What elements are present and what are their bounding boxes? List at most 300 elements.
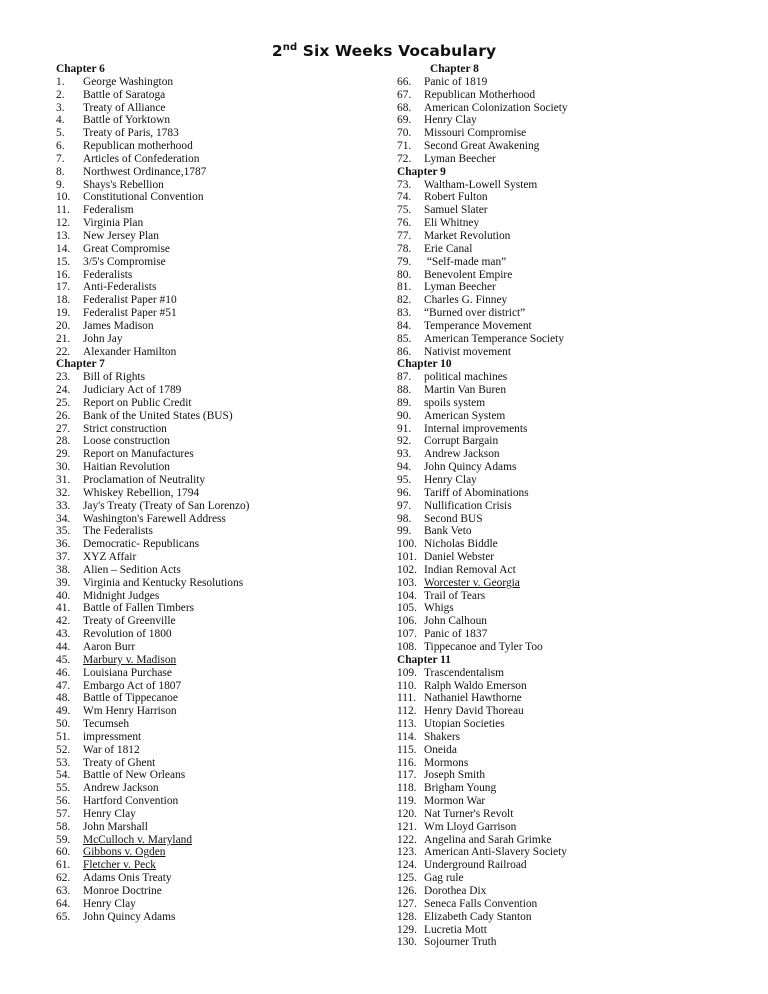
vocab-number: 52. [56,743,71,756]
title-main: 2 [271,42,283,61]
vocab-term: Market Revolution [424,229,511,242]
vocab-term: Nicholas Biddle [424,538,498,551]
vocab-number: 21. [56,332,71,345]
vocab-term: Midnight Judges [83,589,160,602]
vocab-number: 20. [56,319,71,332]
vocab-number: 125. [397,872,417,885]
vocab-term: Report on Manufactures [83,448,194,461]
vocab-item [397,538,727,551]
vocab-item [397,179,727,192]
vocab-term: Alexander Hamilton [83,345,177,358]
vocab-item [397,525,727,538]
title-rest: Six Weeks Vocabulary [297,42,497,61]
vocab-number: 35. [56,525,71,538]
vocab-term: Loose construction [83,435,170,448]
vocab-number: 43. [56,628,71,641]
vocab-item [56,281,386,294]
vocab-item [56,461,386,474]
vocab-number: 10. [56,191,71,204]
vocab-item [397,846,727,859]
vocab-term: Internal improvements [424,422,528,435]
vocab-term: Strict construction [83,422,167,435]
vocab-item [56,538,386,551]
vocab-number: 129. [397,923,417,936]
vocab-term: Alien – Sedition Acts [83,563,181,576]
vocab-term: Ralph Waldo Emerson [424,679,527,692]
vocab-item [56,217,386,230]
vocab-number: 19. [56,307,71,320]
vocab-item [56,410,386,423]
vocab-item [397,705,727,718]
vocab-number: 91. [397,422,412,435]
vocab-number: 90. [397,409,412,422]
vocab-number: 47. [56,679,71,692]
vocab-term: Elizabeth Cady Stanton [424,910,532,923]
vocab-term: Panic of 1837 [424,628,488,641]
vocab-term: Bank Veto [424,525,472,538]
vocab-item [397,680,727,693]
vocab-number: 93. [397,448,412,461]
vocab-number: 111. [397,692,417,705]
vocab-item [56,641,386,654]
vocab-item [56,153,386,166]
vocab-term: Battle of Saratoga [83,88,166,101]
vocab-item [397,936,727,949]
vocab-item [56,834,386,847]
vocab-number: 84. [397,319,412,332]
vocab-item [56,705,386,718]
vocab-item [56,294,386,307]
vocab-number: 5. [56,127,65,140]
vocab-number: 40. [56,589,71,602]
vocab-item [397,795,727,808]
vocab-item [56,166,386,179]
vocab-number: 76. [397,217,412,230]
vocab-term: Mormons [424,756,469,769]
vocab-number: 122. [397,833,417,846]
vocab-item [397,513,727,526]
vocab-item [56,230,386,243]
vocab-number: 15. [56,255,71,268]
vocab-term: Angelina and Sarah Grimke [424,833,552,846]
vocab-term: Wm Lloyd Garrison [424,820,517,833]
vocab-item [56,577,386,590]
vocab-item [56,76,386,89]
vocab-number: 89. [397,396,412,409]
vocab-item [397,153,727,166]
vocab-term: Fletcher v. Peck [83,859,156,872]
vocab-term: Underground Railroad [424,859,527,872]
vocab-term: Virginia Plan [83,217,144,230]
vocab-term: James Madison [83,319,154,332]
vocab-number: 12. [56,217,71,230]
vocab-term: Battle of New Orleans [83,769,186,782]
vocab-number: 79. [397,255,412,268]
vocab-item [397,474,727,487]
vocab-term: Joseph Smith [424,769,486,782]
vocab-item [397,333,727,346]
vocab-term: impressment [83,730,142,743]
vocab-term: Andrew Jackson [424,448,500,461]
vocab-item [397,564,727,577]
vocab-item [397,256,727,269]
vocab-term: Waltham-Lowell System [424,178,538,191]
vocab-number: 116. [397,756,417,769]
vocab-item [56,718,386,731]
vocab-item [397,885,727,898]
vocab-number: 23. [56,371,71,384]
chapter-heading: Chapter 10 [397,358,452,371]
vocab-item [56,590,386,603]
vocab-number: 74. [397,191,412,204]
vocab-item [56,333,386,346]
vocab-term: Hartford Convention [83,795,179,808]
vocab-item [397,500,727,513]
vocab-number: 56. [56,795,71,808]
vocab-item [56,487,386,500]
vocab-number: 55. [56,782,71,795]
vocab-number: 30. [56,461,71,474]
vocab-item [56,615,386,628]
vocab-term: Aaron Burr [83,640,136,653]
vocab-number: 51. [56,730,71,743]
vocab-term: Gag rule [424,872,464,885]
vocab-item [56,898,386,911]
vocab-item [56,769,386,782]
vocab-term: Judiciary Act of 1789 [83,384,182,397]
vocab-item [56,525,386,538]
vocab-item [56,744,386,757]
vocab-item [397,834,727,847]
vocab-item [56,320,386,333]
vocab-term: John Calhoun [424,615,487,628]
vocab-item [397,243,727,256]
vocab-term: Eli Whitney [424,217,480,230]
vocab-number: 113. [397,718,417,731]
vocab-number: 49. [56,705,71,718]
vocab-term: Tariff of Abominations [424,486,529,499]
left-vocabulary-column [56,63,386,924]
vocab-term: Jay's Treaty (Treaty of San Lorenzo) [83,499,250,512]
vocab-number: 64. [56,897,71,910]
vocab-number: 41. [56,602,71,615]
vocab-item [56,782,386,795]
vocab-item [397,731,727,744]
vocab-item [397,89,727,102]
vocab-item [56,474,386,487]
vocab-term: Proclamation of Neutrality [83,474,206,486]
vocab-item [56,114,386,127]
vocab-number: 53. [56,756,71,769]
vocab-term: Worcester v. Georgia [424,576,520,589]
vocab-term: Whiskey Rebellion, 1794 [83,486,200,499]
vocab-number: 13. [56,229,71,242]
vocab-term: Oneida [424,743,457,756]
vocab-item [56,346,386,359]
vocab-number: 98. [397,512,412,525]
vocab-number: 107. [397,628,417,641]
vocab-item [397,448,727,461]
vocab-item [397,859,727,872]
vocab-item [397,757,727,770]
vocab-term: Treaty of Greenville [83,615,176,628]
vocab-term: Nathaniel Hawthorne [424,692,522,705]
vocab-number: 38. [56,563,71,576]
vocab-number: 83. [397,307,412,320]
vocab-term: Monroe Doctrine [83,885,162,897]
vocab-term: John Quincy Adams [83,910,176,923]
vocab-item [56,397,386,410]
vocab-item [56,551,386,564]
vocab-term: Articles of Confederation [83,152,200,165]
vocab-number: 95. [397,474,412,486]
vocab-item [56,757,386,770]
vocab-number: 18. [56,294,71,307]
vocab-item [397,898,727,911]
vocab-number: 86. [397,345,412,358]
vocab-number: 17. [56,281,71,294]
vocab-item [397,551,727,564]
vocab-item [397,294,727,307]
vocab-item [56,513,386,526]
vocab-term: Virginia and Kentucky Resolutions [83,576,244,589]
vocab-number: 109. [397,666,417,679]
vocab-number: 26. [56,409,71,422]
vocab-item [397,641,727,654]
vocab-term: Gibbons v. Ogden [83,846,166,859]
vocab-term: American Anti-Slavery Society [424,846,567,859]
vocab-item [56,89,386,102]
vocab-number: 58. [56,820,71,833]
vocab-number: 61. [56,859,71,872]
vocab-term: “Burned over district” [424,307,526,320]
page-title [0,42,768,60]
vocab-number: 36. [56,538,71,551]
vocab-item [397,821,727,834]
vocab-term: Federalism [83,204,134,217]
vocab-item [397,628,727,641]
vocab-number: 106. [397,615,417,628]
vocab-number: 25. [56,396,71,409]
vocab-item [56,846,386,859]
vocab-number: 11. [56,204,70,217]
vocab-number: 8. [56,165,65,178]
vocab-item [397,769,727,782]
vocab-item [397,281,727,294]
vocab-number: 127. [397,897,417,910]
vocab-term: Samuel Slater [424,204,488,217]
vocab-item [397,307,727,320]
vocab-term: American Colonization Society [424,101,568,114]
vocab-number: 128. [397,910,417,923]
vocab-number: 100. [397,538,417,551]
vocab-number: 119. [397,795,417,808]
vocab-term: Temperance Movement [424,319,532,332]
vocab-term: Battle of Yorktown [83,114,171,127]
vocab-term: Indian Removal Act [424,563,516,576]
vocab-term: Adams Onis Treaty [83,872,172,885]
vocab-item [56,384,386,397]
vocab-number: 48. [56,692,71,705]
vocab-item [397,204,727,217]
vocab-number: 123. [397,846,417,859]
vocab-item [56,654,386,667]
vocab-term: Shays's Rebellion [83,178,164,191]
vocab-item [56,692,386,705]
vocab-number: 34. [56,512,71,525]
vocab-term: Treaty of Ghent [83,756,156,769]
vocab-item [397,744,727,757]
vocab-number: 88. [397,384,412,397]
vocab-item [397,127,727,140]
vocab-item [397,808,727,821]
vocab-term: Tecumseh [83,718,130,731]
vocab-item [397,577,727,590]
vocab-term: Seneca Falls Convention [424,897,538,910]
vocab-number: 124. [397,859,417,872]
vocab-term: John Quincy Adams [424,461,517,474]
vocab-term: George Washington [83,75,174,88]
vocab-number: 105. [397,602,417,615]
vocab-term: Embargo Act of 1807 [83,679,182,692]
vocab-term: The Federalists [83,525,153,538]
vocab-number: 54. [56,769,71,782]
vocab-number: 75. [397,204,412,217]
vocab-term: Second Great Awakening [424,140,540,153]
vocab-item [397,590,727,603]
vocab-item [397,384,727,397]
vocab-item [56,564,386,577]
vocab-item [56,628,386,641]
vocab-item [56,435,386,448]
vocab-term: Trail of Tears [424,589,486,602]
vocab-term: Shakers [424,730,461,743]
vocab-number: 126. [397,885,417,897]
vocab-number: 50. [56,718,71,731]
vocab-number: 67. [397,88,412,101]
vocab-number: 78. [397,242,412,255]
vocab-number: 22. [56,345,71,358]
vocab-number: 103. [397,576,417,589]
vocab-term: Lyman Beecher [424,281,496,294]
vocab-term: “Self-made man” [424,255,507,268]
vocab-term: Henry David Thoreau [424,705,524,718]
title-superscript: nd [282,42,298,53]
vocab-item [56,371,386,384]
vocab-number: 69. [397,114,412,127]
vocab-number: 16. [56,268,71,281]
vocab-item [56,204,386,217]
vocab-term: XYZ Affair [83,551,137,564]
vocab-item [397,872,727,885]
vocab-number: 118. [397,782,417,795]
vocab-number: 68. [397,101,412,114]
vocab-term: Haitian Revolution [83,461,170,474]
vocab-item [397,140,727,153]
vocab-term: Brigham Young [424,782,497,795]
vocab-item [56,102,386,115]
vocab-item [397,487,727,500]
vocab-term: Tippecanoe and Tyler Too [424,640,543,653]
vocab-item [397,410,727,423]
vocab-term: Battle of Fallen Timbers [83,602,195,615]
vocab-item [397,435,727,448]
vocab-term: Bank of the United States (BUS) [83,409,233,422]
vocab-number: 130. [397,936,417,949]
vocab-number: 87. [397,371,412,384]
vocab-item [397,615,727,628]
vocab-term: Democratic- Republicans [83,538,200,551]
vocab-number: 96. [397,486,412,499]
vocab-term: Battle of Tippecanoe [83,692,178,705]
vocab-term: Louisiana Purchase [83,666,172,679]
vocab-number: 45. [56,653,71,666]
vocab-term: Benevolent Empire [424,268,513,281]
vocab-term: Bill of Rights [83,371,146,384]
vocab-term: John Jay [83,332,123,345]
vocab-number: 104. [397,589,417,602]
vocab-term: Federalist Paper #10 [83,294,177,307]
vocab-term: Wm Henry Harrison [83,705,177,718]
vocab-number: 4. [56,114,65,127]
vocab-item [56,680,386,693]
vocab-number: 29. [56,448,71,461]
vocab-item [56,448,386,461]
vocab-item [397,346,727,359]
vocab-term: Washington's Farewell Address [83,512,226,525]
vocab-number: 63. [56,885,71,897]
vocab-item [56,885,386,898]
vocab-item [397,782,727,795]
vocab-term: McCulloch v. Maryland [83,833,193,846]
vocab-item [56,500,386,513]
vocab-term: Mormon War [424,795,486,808]
vocab-number: 94. [397,461,412,474]
vocab-term: Second BUS [424,512,483,525]
vocab-item [397,269,727,282]
vocab-item [56,795,386,808]
vocab-number: 46. [56,666,71,679]
vocab-number: 77. [397,229,412,242]
vocab-item [397,911,727,924]
vocab-term: Revolution of 1800 [83,628,172,641]
vocab-number: 60. [56,846,71,859]
vocab-term: Treaty of Paris, 1783 [83,127,179,140]
vocab-number: 24. [56,384,71,397]
vocab-term: Corrupt Bargain [424,435,499,448]
vocab-term: Henry Clay [83,897,136,910]
vocab-term: American System [424,409,506,422]
vocab-number: 117. [397,769,417,782]
vocab-term: 3/5's Compromise [83,255,166,268]
vocab-item [397,217,727,230]
vocab-number: 57. [56,807,71,820]
vocab-number: 101. [397,551,417,564]
vocab-term: Martin Van Buren [424,384,507,397]
vocab-term: Henry Clay [83,807,136,820]
vocab-number: 97. [397,499,412,512]
vocab-item [56,179,386,192]
vocab-term: spoils system [424,396,486,409]
vocab-number: 1. [56,75,65,88]
vocab-item [56,269,386,282]
vocab-term: Daniel Webster [424,551,495,564]
vocab-number: 31. [56,474,71,486]
chapter-heading: Chapter 7 [56,358,105,371]
chapter-heading: Chapter 6 [56,63,105,75]
vocab-number: 121. [397,820,417,833]
vocab-item [56,127,386,140]
